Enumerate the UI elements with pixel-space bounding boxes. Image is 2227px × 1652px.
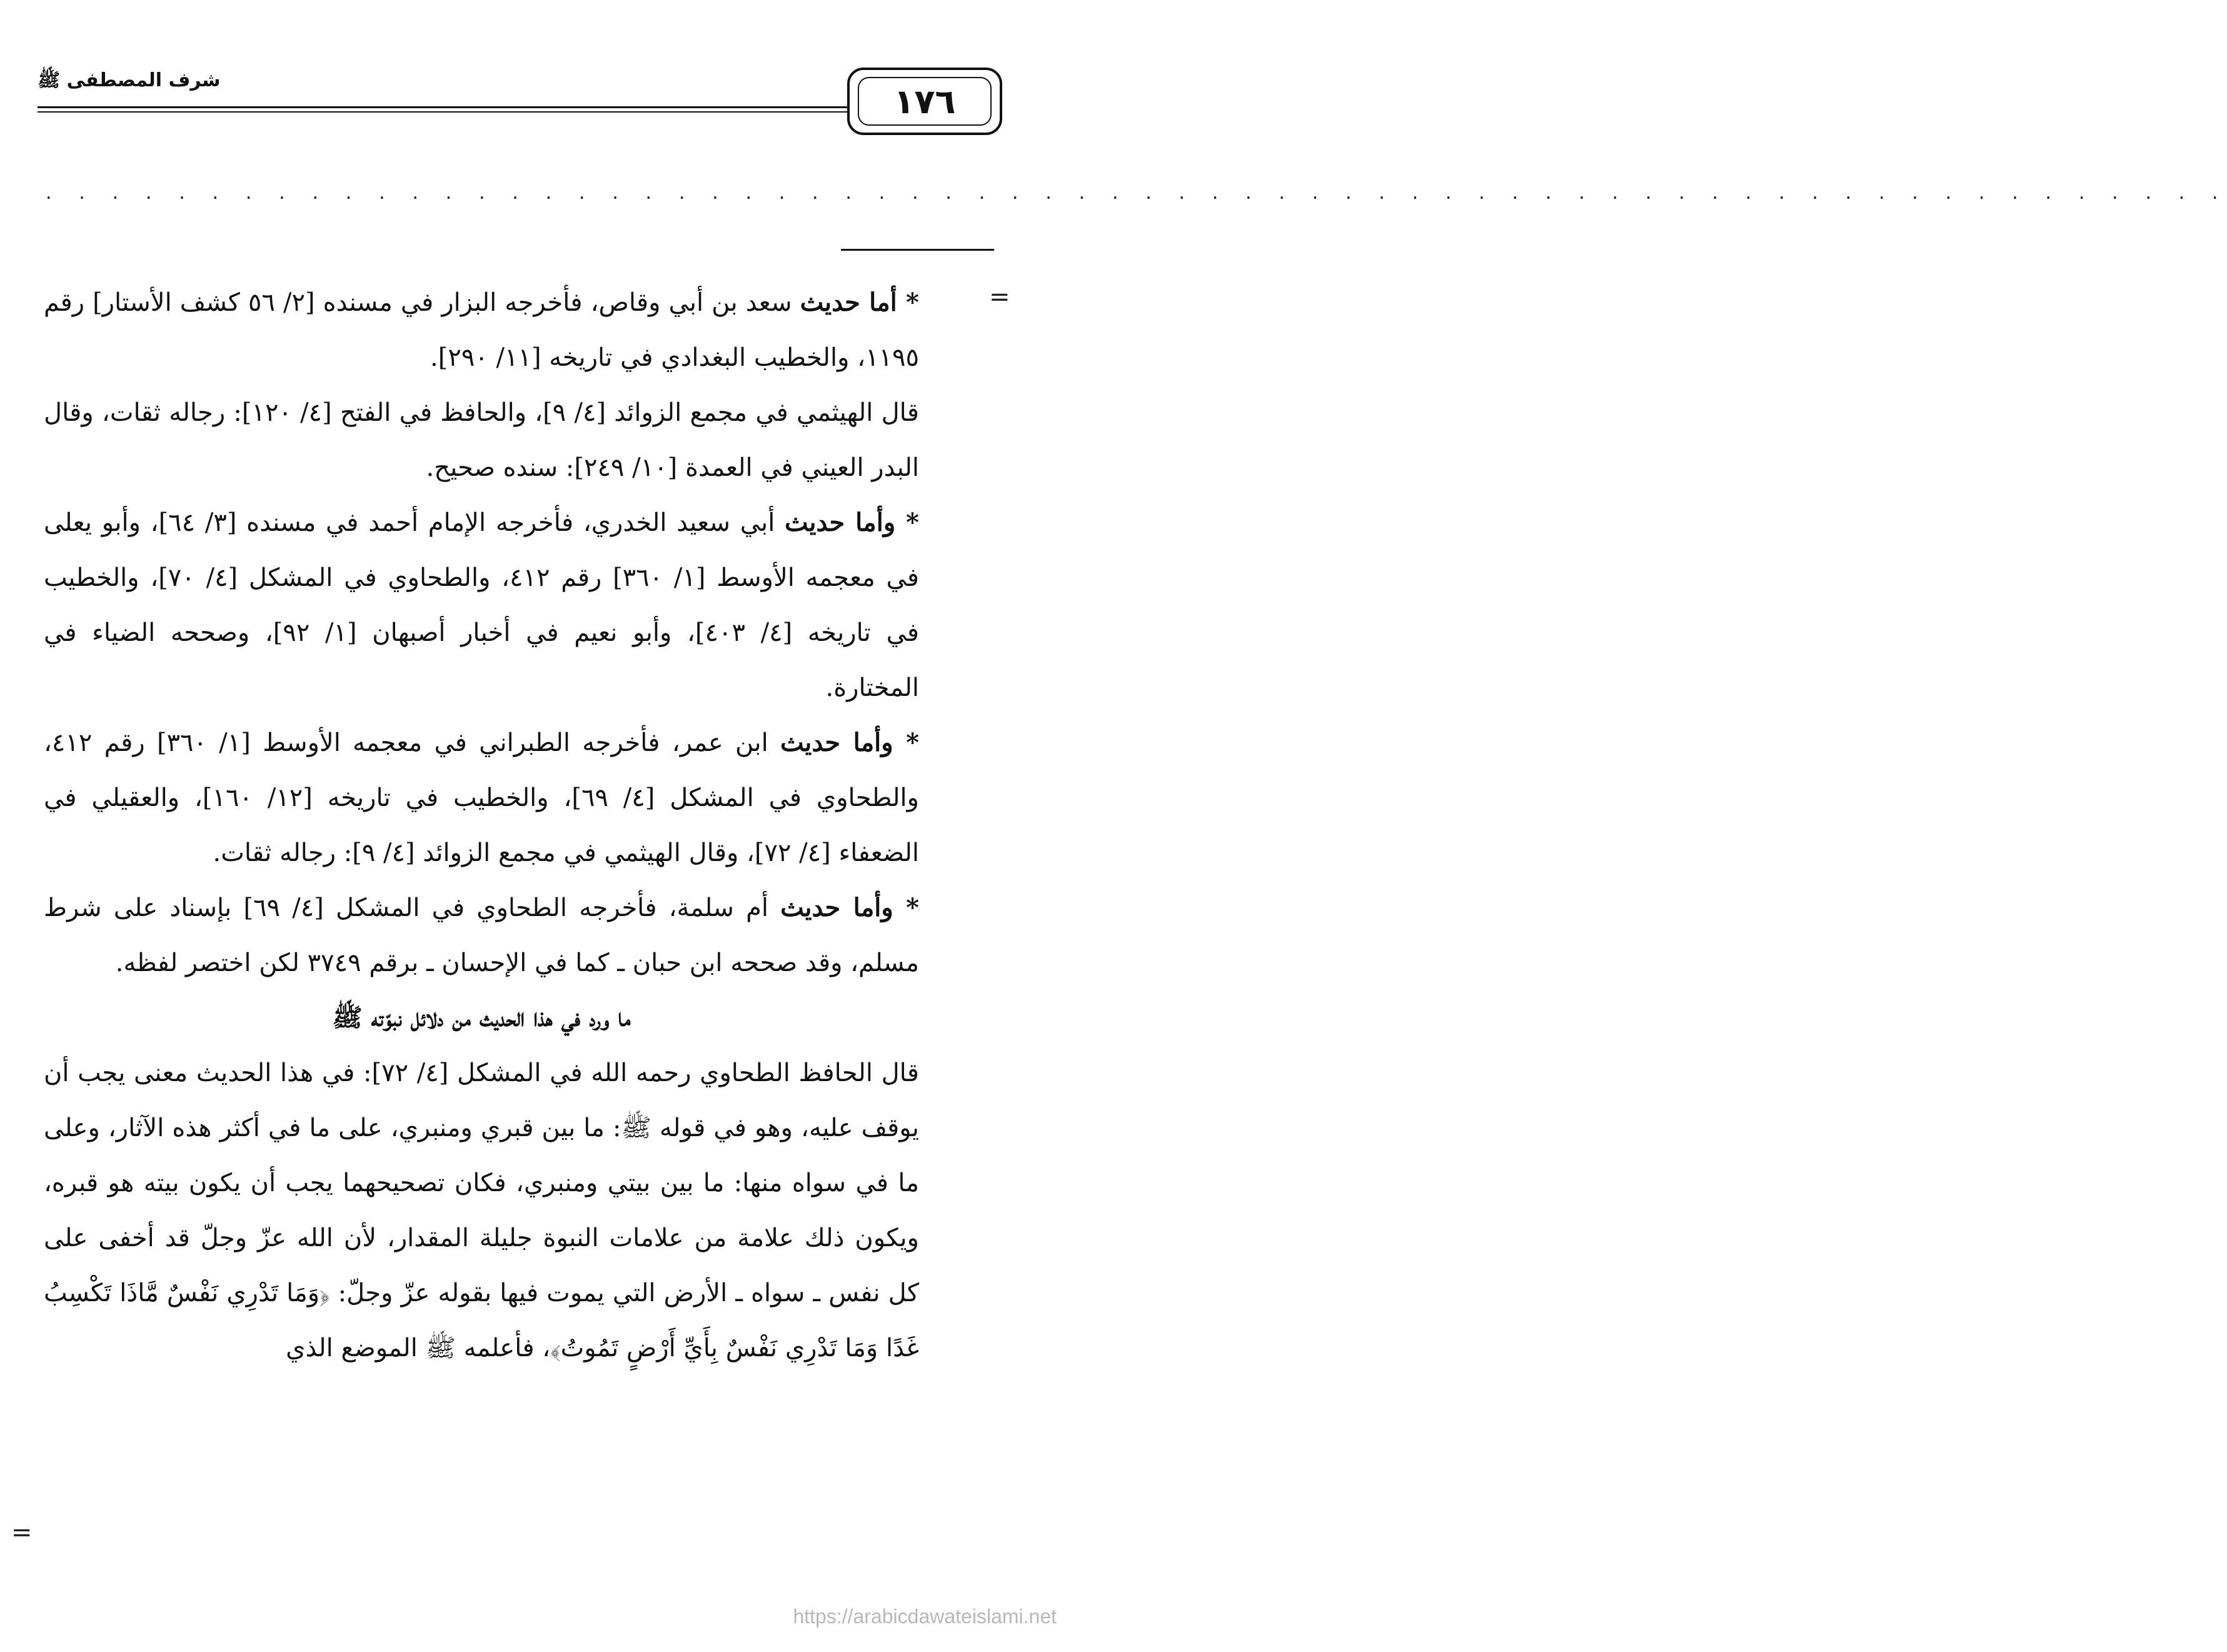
paragraph-text: قال الهيثمي في مجمع الزوائد [٤/ ٩]، والحافظ في الفتح [٤/ ١٢٠]: رجاله ثقات، وقال البدر العيني في العمدة [١٠/ ٢٤٩]: سنده صحيح. [44,398,919,482]
running-title: شرف المصطفى ﷺ [38,69,221,91]
continuation-mark-bottom: = [11,1518,33,1547]
paragraph-abu-said [44,495,919,715]
page-number: ١٧٦ [858,77,992,126]
paragraph-text: أم سلمة، فأخرجه الطحاوي في المشكل [٤/ ٦٩] بإسناد على شرط مسلم، وقد صححه ابن حبان ـ كما في الإحسان ـ برقم ٣٧٤٩ لكن اختصر لفظه. [44,894,919,977]
paragraph-lead: * وأما حديث [780,728,919,757]
paragraph-text: سعد بن أبي وقاص، فأخرجه البزار في مسنده [٢/ ٥٦ كشف الأستار] رقم ١١٩٥، والخطيب البغدادي في تاريخه [١١/ ٢٩٠]. [44,288,919,372]
footnote-body [44,275,919,1376]
paragraph-text: أبي سعيد الخدري، فأخرجه الإمام أحمد في مسنده [٣/ ٦٤]، وأبو يعلى في معجمه الأوسط [١/ ٣٦٠] رقم ٤١٢، والطحاوي في المشكل [٤/ ٧٠]، والخطيب في تاريخه [٤/ ٤٠٣]، وأبو نعيم في أخبار أصبهان [١/ ٩٢]، وصححه الضياء في المختارة. [44,508,920,702]
section-heading: ما ورد في هذا الحديث من دلائل نبوّته ﷺ [332,1003,631,1032]
paragraph-lead: * وأما حديث [780,893,919,922]
paragraph-lead: * وأما حديث [785,508,919,537]
paragraph-ibn-umar [44,715,919,880]
paragraph-haythami [44,385,919,495]
continuation-mark-top: = [989,283,1010,311]
page-header [38,63,1000,138]
paragraph-saad [44,275,919,385]
watermark: https://arabicdawateislami.net [793,1605,1057,1628]
paragraph-lead: * أما حديث [800,288,919,317]
paragraph-umm-salama [44,880,919,990]
paragraph-text: ابن عمر، فأخرجه الطبراني في معجمه الأوسط [١/ ٣٦٠] رقم ٤١٢، والطحاوي في المشكل [٤/ ٦٩]، والخطيب في تاريخه [١٢/ ١٦٠]، والعقيلي في الضعفاء [٤/ ٧٢]، وقال الهيثمي في مجمع الزوائد [٤/ ٩]: رجاله ثقات. [44,728,919,867]
page-number-frame [847,68,1002,135]
paragraph-tahawi: قال الحافظ الطحاوي رحمه الله في المشكل [٤/ ٧٢]: في هذا الحديث معنى يجب أن يوقف عليه، وهو في قوله ﷺ: ما بين قبري ومنبري، على ما في أكثر هذه الآثار، وعلى ما في سواه منها: ما بين بيتي ومنبري، فكان تصحيحهما يجب أن يكون بيته هو قبره، ويكون ذلك علامة من علامات النبوة جليلة المقدار، لأن الله عزّ وجلّ قد أخفى على كل نفس ـ سواه ـ الأرض التي يموت فيها بقوله عزّ وجلّ: ﴿وَمَا تَدْرِي نَفْسٌ مَّاذَا تَكْسِبُ غَدًا وَمَا تَدْرِي نَفْسٌ بِأَيِّ أَرْضٍ تَمُوتُ﴾، فأعلمه ﷺ الموضع الذي [44,1059,919,1362]
dotted-separator: . . . . . . . . . . . . . . . . . . . . . . . . . . . . . . . . . . . . . . . . . . . . . . . . . . . . . . . . . . . . . . . . . . [44,184,2227,203]
footnote-rule [841,249,994,251]
